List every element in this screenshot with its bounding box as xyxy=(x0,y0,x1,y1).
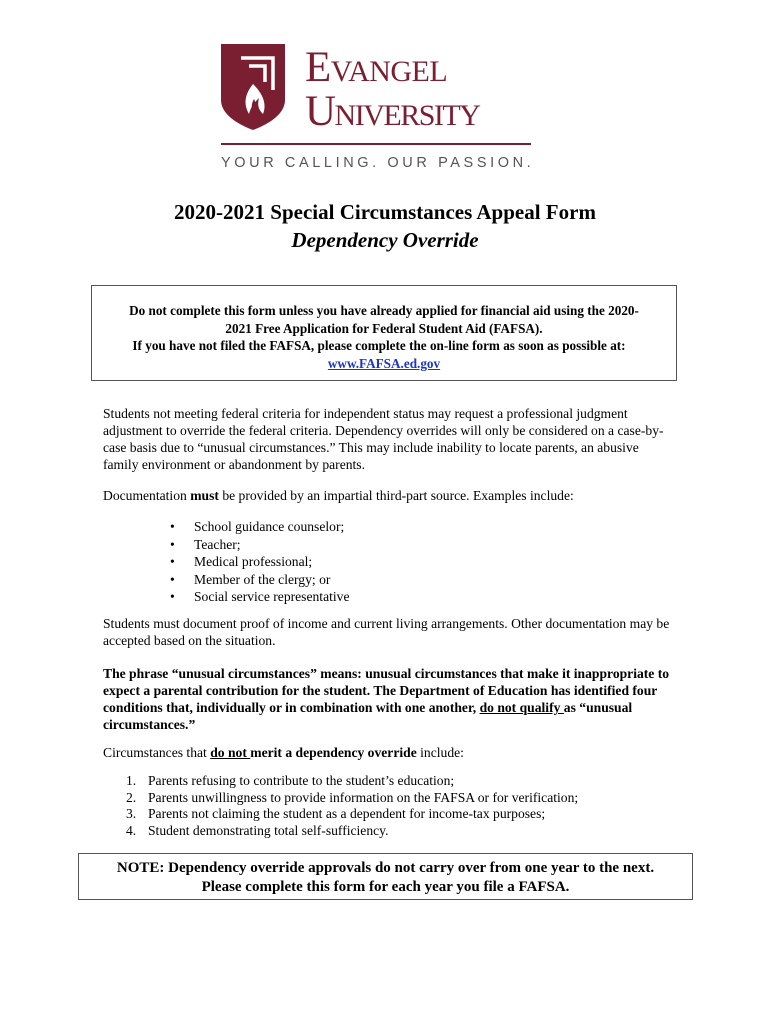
note-line-1: NOTE: Dependency override approvals do not carry over from one year to the next. xyxy=(116,860,655,876)
list-item: • Medical professional; xyxy=(170,553,350,571)
doc-text-pre: Documentation xyxy=(103,488,191,503)
doc-text-post: be provided by an impartial third-part source. Examples include: xyxy=(218,488,574,503)
not-merit-bold: merit a dependency override xyxy=(250,745,417,760)
list-number: 2. xyxy=(126,789,137,805)
not-merit-do-not: do not xyxy=(210,745,251,760)
list-text: Parents refusing to contribute to the student’s education; xyxy=(148,773,455,788)
note-line-2: Please complete this form for each year you file a FAFSA. xyxy=(201,879,570,895)
list-item xyxy=(126,790,578,807)
note-box xyxy=(78,853,693,900)
list-text: Parents unwillingness to provide information on the FAFSA or for verification; xyxy=(148,789,579,805)
list-item xyxy=(126,823,578,840)
doc-must: must xyxy=(190,488,219,503)
notice-line-3: If you have not filed the FAFSA, please complete the on-line form as soon as possible at: xyxy=(132,338,626,353)
not-merit-paragraph xyxy=(103,744,673,761)
phrase-do-not-qualify: do not qualify xyxy=(479,700,564,715)
flame-shield-icon xyxy=(221,44,285,130)
logo-tagline: YOUR CALLING. OUR PASSION. xyxy=(221,155,535,171)
fafsa-notice-box xyxy=(91,285,677,381)
not-merit-pre: Circumstances that xyxy=(103,745,211,760)
intro-paragraph: Students not meeting federal criteria for independent status may request a professional judgment adjustment to override the federal criteria. Dependency overrides will only be considered on a case-by- case basis due to “unusual circumstances.” This may include inability to locate parents, an abusive family environment or abandonment by parents. xyxy=(103,406,664,472)
university-logo xyxy=(221,44,535,172)
list-item: • School guidance counselor; xyxy=(170,518,350,536)
list-number: 4. xyxy=(126,823,137,839)
not-merit-post: include: xyxy=(416,745,464,760)
notice-text xyxy=(92,302,676,372)
logo-divider xyxy=(221,143,531,145)
fafsa-link[interactable]: www.FAFSA.ed.gov xyxy=(327,355,441,371)
list-item: • Social service representative xyxy=(170,588,350,606)
proof-paragraph: Students must document proof of income and current living arrangements. Other documentation may be accepted based on the situation. xyxy=(103,616,670,648)
wordmark-line-1: Evangel xyxy=(305,44,448,91)
list-item: • Teacher; xyxy=(170,536,350,554)
documentation-paragraph xyxy=(103,487,673,504)
notice-line-1: Do not complete this form unless you have already applied for financial aid using the 2020- xyxy=(129,303,639,318)
list-item xyxy=(126,773,578,790)
list-item xyxy=(126,806,578,823)
unusual-circumstances-paragraph xyxy=(103,665,673,733)
list-item: • Member of the clergy; or xyxy=(170,571,350,589)
list-text: Student demonstrating total self-sufficiency. xyxy=(148,823,389,839)
note-text xyxy=(79,859,692,897)
list-text: Parents not claiming the student as a dependent for income-tax purposes; xyxy=(148,806,546,822)
phrase-main: The phrase “unusual circumstances” means: unusual circumstances that make it inappropriate to expect a parental contribution for the student. The Department of Education has identified four conditions that, individually or in combination with one another, xyxy=(103,666,670,715)
form-title: 2020-2021 Special Circumstances Appeal Form xyxy=(174,200,596,224)
list-number: 1. xyxy=(126,773,137,788)
list-number: 3. xyxy=(126,806,137,822)
phrase-end: as “unusual circumstances.” xyxy=(103,700,633,732)
notice-line-2: 2021 Free Application for Federal Student Aid (FAFSA). xyxy=(225,320,543,336)
examples-list xyxy=(170,518,350,606)
conditions-list xyxy=(126,773,578,840)
wordmark-line-2: University xyxy=(305,88,480,135)
form-subtitle: Dependency Override xyxy=(291,228,479,252)
